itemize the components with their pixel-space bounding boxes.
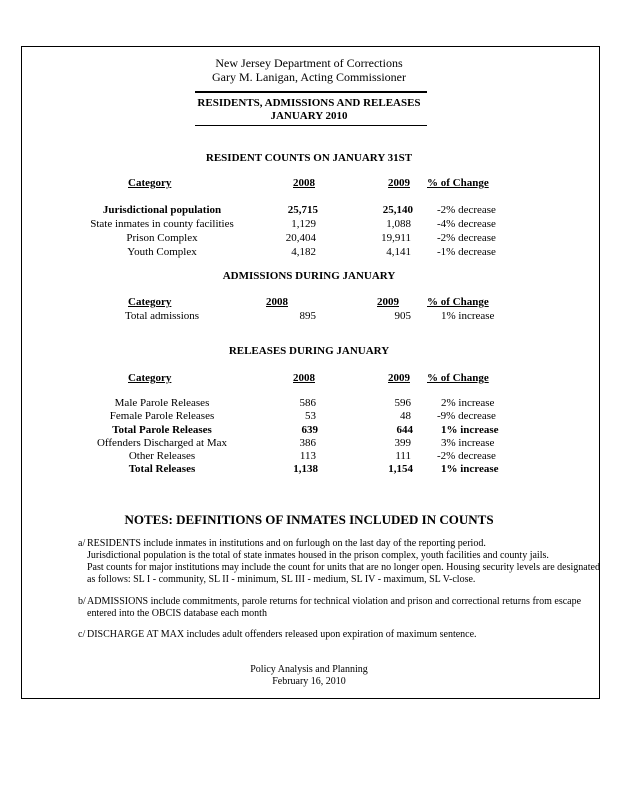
row-value-2009: 399 bbox=[394, 437, 411, 449]
row-value-2009: 48 bbox=[400, 410, 411, 422]
admissions-heading: ADMISSIONS DURING JANUARY bbox=[222, 270, 396, 282]
notes-heading: NOTES: DEFINITIONS OF INMATES INCLUDED IN COUNTS bbox=[124, 512, 494, 527]
row-label: Jurisdictional population bbox=[102, 204, 222, 216]
admissions-col-category: Category bbox=[128, 296, 172, 308]
note-line: Jurisdictional population is the total of state inmates housed in the prison complex, youth facilities and county jails. bbox=[87, 550, 549, 561]
row-change: 3% increase bbox=[441, 437, 495, 449]
row-value-2008: 1,138 bbox=[293, 463, 318, 475]
row-value-2009: 644 bbox=[396, 424, 413, 436]
row-value-2009: 1,154 bbox=[388, 463, 413, 475]
note-admissions bbox=[78, 596, 598, 620]
row-value-2009: 596 bbox=[394, 397, 411, 409]
note-line: DISCHARGE AT MAX includes adult offenders released upon expiration of maximum sentence. bbox=[87, 629, 477, 640]
admissions-col-change: % of Change bbox=[427, 296, 489, 308]
department-name: New Jersey Department of Corrections bbox=[215, 56, 403, 70]
note-line: as follows: SL I - community, SL II - minimum, SL III - medium, SL IV - maximum, SL V-close. bbox=[87, 574, 476, 585]
resident-col-2008: 2008 bbox=[293, 177, 315, 189]
note-line: Past counts for major institutions may include the count for units that are no longer open. Housing security levels are designated bbox=[87, 562, 600, 573]
row-label: Male Parole Releases bbox=[114, 397, 210, 409]
row-value-2009: 25,140 bbox=[382, 204, 413, 216]
row-value-2009: 4,141 bbox=[386, 246, 411, 258]
resident-col-category: Category bbox=[128, 177, 172, 189]
row-value-2008: 25,715 bbox=[287, 204, 318, 216]
releases-col-category: Category bbox=[128, 372, 172, 384]
row-value-2009: 111 bbox=[395, 450, 411, 462]
row-value-2008: 53 bbox=[305, 410, 316, 422]
row-value-2009: 905 bbox=[394, 310, 411, 322]
row-label: State inmates in county facilities bbox=[90, 218, 234, 230]
row-value-2008: 586 bbox=[299, 397, 316, 409]
note-line: entered into the OBCIS database each month bbox=[87, 608, 267, 619]
row-value-2008: 1,129 bbox=[291, 218, 316, 230]
note-discharge bbox=[78, 629, 598, 641]
row-label: Other Releases bbox=[128, 450, 196, 462]
footer-date: February 16, 2010 bbox=[272, 676, 346, 687]
releases-heading: RELEASES DURING JANUARY bbox=[228, 345, 390, 357]
row-change: 1% increase bbox=[441, 424, 499, 436]
note-residents bbox=[78, 538, 598, 586]
row-label: Female Parole Releases bbox=[109, 410, 215, 422]
admissions-col-2008: 2008 bbox=[266, 296, 288, 308]
resident-col-change: % of Change bbox=[427, 177, 489, 189]
row-change: 1% increase bbox=[441, 310, 495, 322]
row-change: -2% decrease bbox=[437, 450, 496, 462]
row-change: -9% decrease bbox=[437, 410, 496, 422]
releases-col-2009: 2009 bbox=[388, 372, 410, 384]
header-rule-bottom bbox=[195, 125, 427, 126]
row-value-2008: 20,404 bbox=[285, 232, 316, 244]
resident-counts-heading: RESIDENT COUNTS ON JANUARY 31ST bbox=[205, 152, 413, 164]
report-period: JANUARY 2010 bbox=[270, 110, 348, 122]
row-value-2008: 113 bbox=[299, 450, 316, 462]
note-line: ADMISSIONS include commitments, parole returns for technical violation and prison and correctional returns from escape bbox=[87, 596, 582, 607]
note-marker: a/ bbox=[78, 538, 86, 549]
row-label: Offenders Discharged at Max bbox=[96, 437, 228, 449]
row-change: -2% decrease bbox=[437, 204, 496, 216]
commissioner-name: Gary M. Lanigan, Acting Commissioner bbox=[212, 70, 406, 84]
row-value-2008: 386 bbox=[299, 437, 316, 449]
row-label: Total Releases bbox=[128, 463, 196, 475]
row-change: -2% decrease bbox=[437, 232, 496, 244]
row-value-2008: 4,182 bbox=[291, 246, 316, 258]
row-change: 2% increase bbox=[441, 397, 495, 409]
row-label: Youth Complex bbox=[127, 246, 197, 258]
row-label: Total Parole Releases bbox=[112, 424, 212, 436]
report-title: RESIDENTS, ADMISSIONS AND RELEASES bbox=[197, 97, 421, 109]
row-value-2008: 895 bbox=[299, 310, 316, 322]
admissions-col-2009: 2009 bbox=[377, 296, 399, 308]
footer-office: Policy Analysis and Planning bbox=[250, 664, 368, 675]
row-value-2008: 639 bbox=[301, 424, 318, 436]
row-change: -1% decrease bbox=[437, 246, 496, 258]
row-label: Prison Complex bbox=[126, 232, 198, 244]
row-label: Total admissions bbox=[124, 310, 200, 322]
releases-col-change: % of Change bbox=[427, 372, 489, 384]
row-value-2009: 1,088 bbox=[386, 218, 411, 230]
resident-col-2009: 2009 bbox=[388, 177, 410, 189]
row-change: -4% decrease bbox=[437, 218, 496, 230]
row-change: 1% increase bbox=[441, 463, 499, 475]
note-marker: c/ bbox=[78, 629, 86, 640]
note-marker: b/ bbox=[78, 596, 86, 607]
row-value-2009: 19,911 bbox=[381, 232, 411, 244]
header-rule-top bbox=[195, 91, 427, 93]
note-line: RESIDENTS include inmates in institutions and on furlough on the last day of the reporting period. bbox=[87, 538, 486, 549]
releases-col-2008: 2008 bbox=[293, 372, 315, 384]
